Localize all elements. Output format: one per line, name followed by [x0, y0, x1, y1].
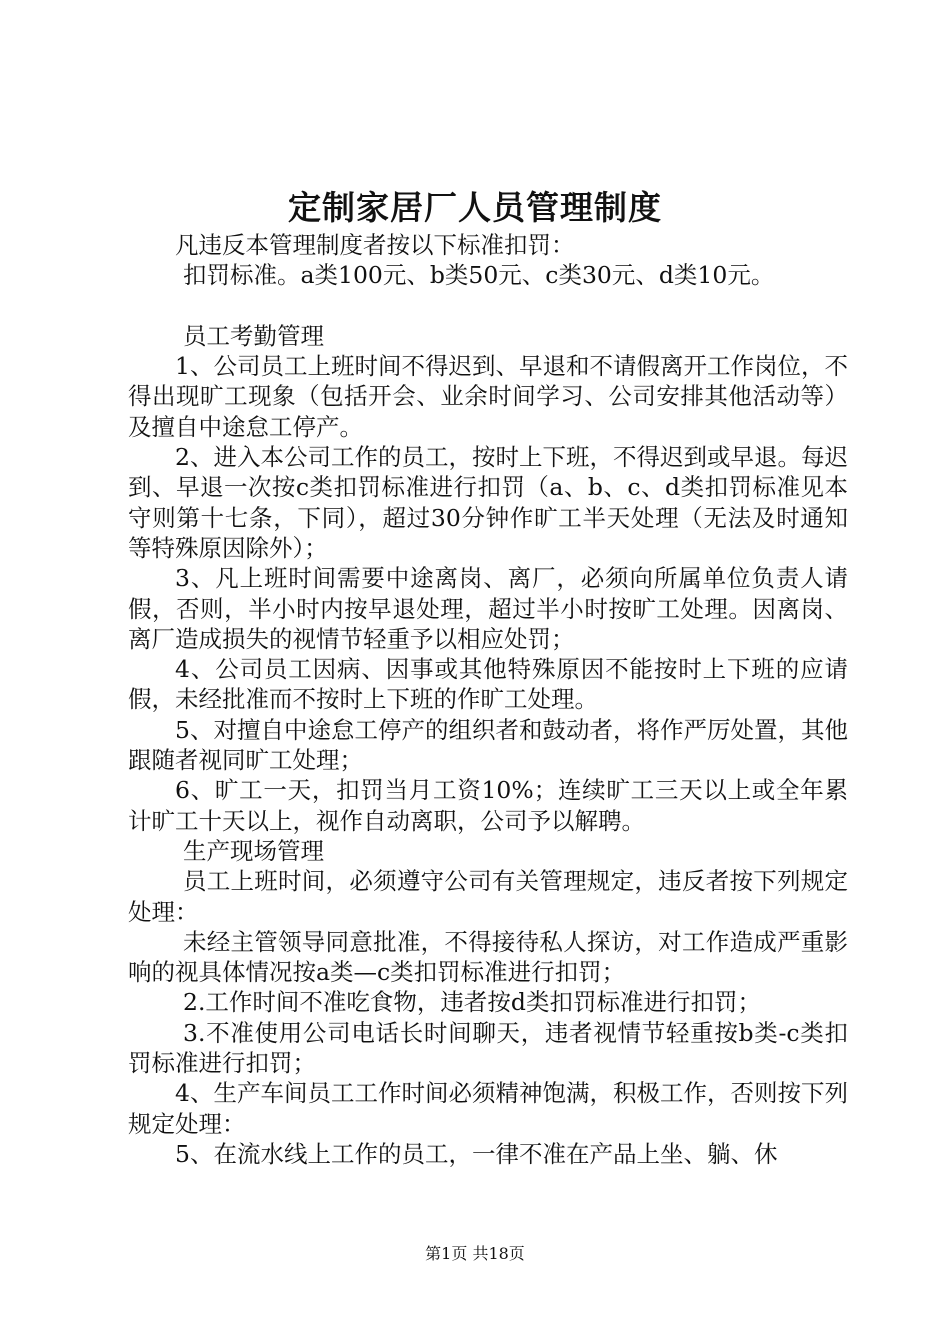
paragraph-production-intro: 员工上班时间，必须遵守公司有关管理规定，违反者按下列规定处理：	[128, 867, 848, 926]
page-footer: 第1页 共18页	[425, 1244, 525, 1263]
blank-line	[128, 291, 848, 321]
paragraph-attendance-2: 2、进入本公司工作的员工，按时上下班，不得迟到或早退。每迟到、早退一次按c类扣罚标准进行扣罚（a、b、c、d类扣罚标准见本守则第十七条，下同），超过30分钟作旷工半天处理（无法及时通知等特殊原因除外）；	[128, 443, 848, 562]
paragraph-production-2: 2.工作时间不准吃食物，违者按d类扣罚标准进行扣罚；	[183, 988, 761, 1017]
paragraph-production-3: 3.不准使用公司电话长时间聊天，违者视情节轻重按b类-c类扣罚标准进行扣罚；	[128, 1018, 848, 1078]
paragraph-attendance-4: 4、公司员工因病、因事或其他特殊原因不能按时上下班的应请假，未经批准而不按时上下班的作旷工处理。	[128, 655, 848, 714]
paragraph-production-5: 5、在流水线上工作的员工，一律不准在产品上坐、躺、休	[175, 1139, 778, 1168]
paragraph-penalty-intro: 凡违反本管理制度者按以下标准扣罚：	[175, 231, 575, 259]
section-heading-attendance: 员工考勤管理	[183, 321, 324, 350]
paragraph-penalty-standard: 扣罚标准。a类100元、b类50元、c类30元、d类10元。	[183, 261, 775, 290]
paragraph-attendance-6: 6、旷工一天，扣罚当月工资10%；连续旷工三天以上或全年累计旷工十天以上，视作自动离职，公司予以解聘。	[128, 776, 848, 835]
document-body	[128, 230, 848, 1169]
paragraph-attendance-1: 1、公司员工上班时间不得迟到、早退和不请假离开工作岗位，不得出现旷工现象（包括开会、业余时间学习、公司安排其他活动等）及擅自中途怠工停产。	[128, 352, 848, 441]
section-heading-production: 生产现场管理	[183, 836, 324, 865]
paragraph-attendance-5: 5、对擅自中途怠工停产的组织者和鼓动者，将作严厉处置，其他跟随者视同旷工处理；	[128, 715, 848, 775]
document-title: 定制家居厂人员管理制度	[288, 188, 662, 227]
paragraph-production-4: 4、生产车间员工工作时间必须精神饱满，积极工作，否则按下列规定处理：	[128, 1079, 848, 1138]
paragraph-production-1: 未经主管领导同意批准，不得接待私人探访，对工作造成严重影响的视具体情况按a类—c类扣罚标准进行扣罚；	[128, 927, 848, 987]
paragraph-attendance-3: 3、凡上班时间需要中途离岗、离厂，必须向所属单位负责人请假，否则，半小时内按早退处理，超过半小时按旷工处理。因离岗、离厂造成损失的视情节轻重予以相应处罚；	[128, 564, 848, 653]
